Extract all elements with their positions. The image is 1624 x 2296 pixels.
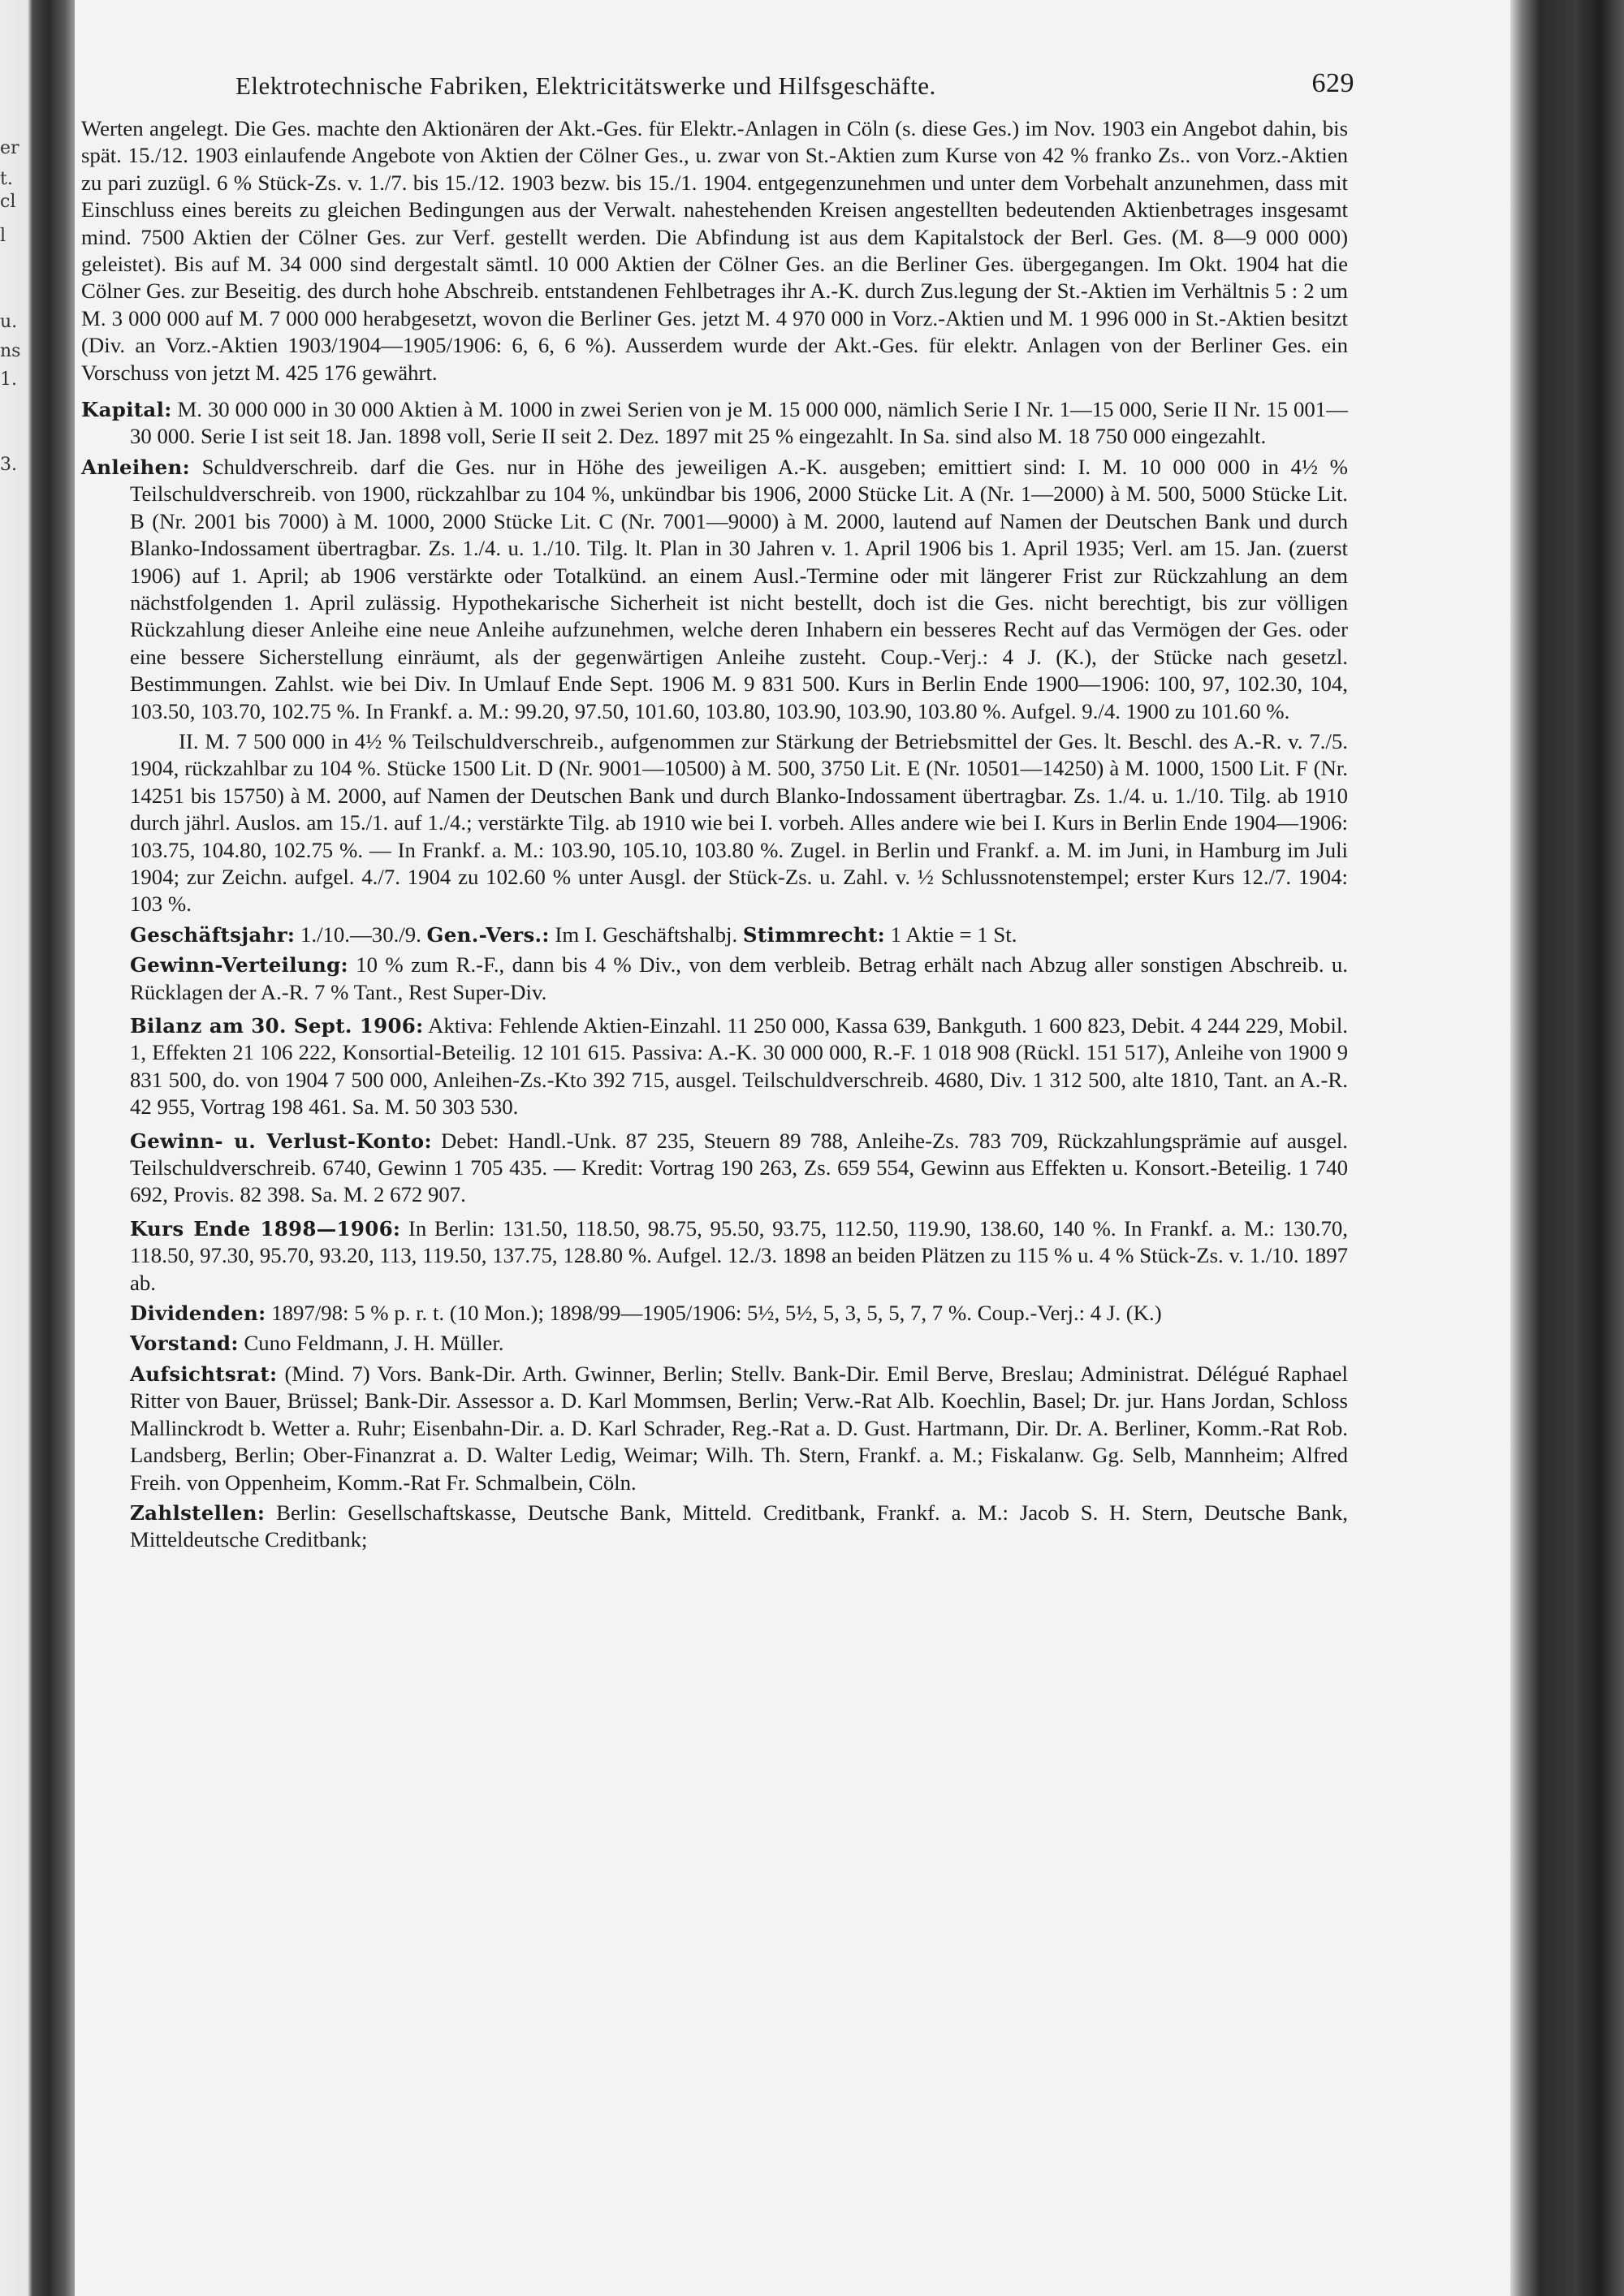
margin-fragment: u. <box>0 312 18 332</box>
paragraph-vorstand <box>81 1330 1348 1357</box>
paragraph-text: In Berlin: 131.50, 118.50, 98.75, 95.50, 93.75, 112.50, 119.90, 138.60, 140 %. In Frankf. a. M.: 130.70, 118.50, 97.30, 95.70, 93.20, 113, 119.50, 137.75, 128.80 %. Aufgel. 12./3. 1898 an beiden Plätzen zu 115 % u. 4 % Stück-Zs. v. 1./10. 1897 ab. <box>130 1215 1348 1295</box>
paragraph-gewinn-verteilung <box>81 952 1348 1006</box>
paragraph-text: II. M. 7 500 000 in 4½ % Teilschuldverschreib., aufgenommen zur Stärkung der Betriebsmittel der Ges. lt. Beschl. des A.-R. v. 7./5. 1904, rückzahlbar zu 104 %. Stücke 1500 Lit. D (Nr. 9001—10500) à M. 500, 3750 Lit. E (Nr. 10501—14250) à M. 1000, 1500 Lit. F (Nr. 14251 bis 15750) à M. 2000, auf Namen der Deutschen Bank und durch Blanko-Indossament übertragbar. Zs. 1./4. u. 1./10. Tilg. ab 1910 durch jährl. Auslos. am 15./1. auf 1./4.; verstärkte Tilg. ab 1910 wie bei I. vorbeh. Alles andere wie bei I. Kurs in Berlin Ende 1904—1906: 103.75, 104.80, 102.75 %. — In Frankf. a. M.: 103.90, 105.10, 103.80 %. Zugel. in Berlin und Frankf. a. M. im Juni, in Hamburg im Juli 1904; zur Zeichn. aufgel. 4./7. 1904 zu 102.60 % unter Ausgl. der Stück-Zs. u. Zahl. v. ½ Schlussnotenstempel; erster Kurs 12./7. 1904: 103 %. <box>130 728 1348 917</box>
margin-fragment: er <box>0 138 19 158</box>
paragraph-dividenden <box>81 1300 1348 1327</box>
paragraph-bilanz <box>81 1012 1348 1121</box>
paragraph-geschaeftsjahr <box>81 921 1348 948</box>
section-label: Anleihen: <box>81 455 190 479</box>
paragraph-kurs <box>81 1215 1348 1297</box>
section-label: Aufsichtsrat: <box>130 1362 278 1386</box>
section-label: Geschäftsjahr: <box>130 922 296 947</box>
paragraph-anleihen-2 <box>81 728 1348 918</box>
paragraph-anleihen <box>81 454 1348 725</box>
margin-fragment: t. <box>0 169 13 189</box>
paragraph-text: (Mind. 7) Vors. Bank-Dir. Arth. Gwinner, Berlin; Stellv. Bank-Dir. Emil Berve, Breslau; Administrat. Délégué Raphael Ritter von Bauer, Brüssel; Bank-Dir. Assessor a. D. Karl Mommsen, Berlin; Verw.-Rat Alb. Koechlin, Basel; Dr. jur. Hans Jordan, Schloss Mallinckrodt b. Wetter a. Ruhr; Eisenbahn-Dir. a. D. Karl Schrader, Reg.-Rat a. D. Gust. Hartmann, Dir. Dr. A. Berliner, Komm.-Rat Rob. Landsberg, Berlin; Ober-Finanzrat a. D. Walter Ledig, Weimar; Wilh. Th. Stern, Frankf. a. M.; Fiskalanw. Gg. Selb, Mannheim; Alfred Freih. von Oppenheim, Komm.-Rat Fr. Schmalbein, Cöln. <box>130 1361 1348 1495</box>
section-label: Dividenden: <box>130 1301 266 1326</box>
paragraph-text: 1./10.—30./9. <box>300 921 421 947</box>
margin-fragment: l <box>0 226 6 246</box>
section-label: Bilanz am 30. Sept. 1906: <box>130 1014 424 1038</box>
page-body <box>81 115 1348 1554</box>
paragraph-text: Cuno Feldmann, J. H. Müller. <box>244 1331 504 1356</box>
running-title: Elektrotechnische Fabriken, Elektricitätswerke und Hilfsgeschäfte. <box>235 71 936 100</box>
paragraph-aufsichtsrat <box>81 1361 1348 1496</box>
paragraph-text: 1897/98: 5 % p. r. t. (10 Mon.); 1898/99—1905/1906: 5½, 5½, 5, 3, 5, 5, 7, 7 %. Coup.-Verj.: 4 J. (K.) <box>271 1301 1162 1326</box>
section-label: Zahlstellen: <box>130 1500 266 1525</box>
section-label: Kurs Ende 1898—1906: <box>130 1216 401 1241</box>
paragraph-text: Berlin: Gesellschaftskasse, Deutsche Bank, Mitteld. Creditbank, Frankf. a. M.: Jacob S. H. Stern, Deutsche Bank, Mitteldeutsche Creditbank; <box>130 1500 1348 1552</box>
paragraph-text: Aktiva: Fehlende Aktien-Einzahl. 11 250 000, Kassa 639, Bankguth. 1 600 823, Debit. 4 244 229, Mobil. 1, Effekten 21 106 222, Konsortial-Beteilig. 12 101 615. Passiva: A.-K. 30 000 000, R.-F. 1 018 908 (Rückl. 151 517), Anleihe von 1900 9 831 500, do. von 1904 7 500 000, Anleihen-Zs.-Kto 392 715, ausgel. Teilschuldverschreib. 4680, Div. 1 312 500, alte 1810, Tant. an A.-R. 42 955, Vortrag 198 461. Sa. M. 50 303 530. <box>130 1013 1348 1120</box>
paragraph-text: Debet: Handl.-Unk. 87 235, Steuern 89 788, Anleihe-Zs. 783 709, Rückzahlungsprämie auf ausgel. Teilschuldverschreib. 6740, Gewinn 1 705 435. — Kredit: Vortrag 190 263, Zs. 659 554, Gewinn aus Effekten u. Konsort.-Beteilig. 1 740 692, Provis. 82 398. Sa. M. 2 672 907. <box>130 1128 1348 1207</box>
paragraph-text: Werten angelegt. Die Ges. machte den Aktionären der Akt.-Ges. für Elektr.-Anlagen in Cöln (s. diese Ges.) im Nov. 1903 ein Angebot dahin, bis spät. 15./12. 1903 einlaufende Angebote von Aktien der Cölner Ges., u. zwar von St.-Aktien zum Kurse von 42 % franko Zs.. von Vorz.-Aktien zu pari zuzügl. 6 % Stück-Zs. v. 1./7. bis 15./12. 1903 bezw. bis 15./1. 1904. entgegenzunehmen und unter dem Vorbehalt anzunehmen, dass mit Einschluss eines bereits zu gleichen Bedingungen aus der Verwalt. nahestehenden Kreisen angestellten bedeutenden Aktienbetrages insgesamt mind. 7500 Aktien der Cölner Ges. zur Verf. gestellt werden. Die Abfindung ist aus dem Kapitalstock der Berl. Ges. (M. 8—9 000 000) geleistet). Bis auf M. 34 000 sind dergestalt sämtl. 10 000 Aktien der Cölner Ges. an die Berliner Ges. übergegangen. Im Okt. 1904 hat die Cölner Ges. zur Beseitig. des durch hohe Abschreib. entstandenen Fehlbetrages ihr A.-K. durch Zus.legung der St.-Aktien im Verhältnis 5 : 2 um M. 3 000 000 auf M. 7 000 000 herabgesetzt, wovon die Berliner Ges. jetzt M. 4 970 000 in Vorz.-Aktien und M. 1 996 000 in St.-Aktien besitzt (Div. an Vorz.-Aktien 1903/1904—1905/1906: 6, 6, 6 %). Ausserdem wurde der Akt.-Ges. für elektr. Anlagen von der Berliner Ges. ein Vorschuss von jetzt M. 425 176 gewährt. <box>81 116 1348 385</box>
page-number: 629 <box>1311 68 1354 98</box>
section-label: Gen.-Vers.: <box>426 922 550 947</box>
paragraph-text: Schuldverschreib. darf die Ges. nur in Höhe des jeweiligen A.-K. ausgeben; emittiert sind: I. M. 10 000 000 in 4½ % Teilschuldverschreib. von 1900, rückzahlbar zu 104 %, unkündbar bis 1906, 2000 Stücke Lit. A (Nr. 1—2000) à M. 500, 5000 Stücke Lit. B (Nr. 2001 bis 7000) à M. 1000, 2000 Stücke Lit. C (Nr. 7001—9000) à M. 2000, lautend auf Namen der Deutschen Bank und durch Blanko-Indossament übertragbar. Zs. 1./4. u. 1./10. Tilg. lt. Plan in 30 Jahren v. 1. April 1906 bis 1. April 1935; Verl. am 15. Jan. (zuerst 1906) auf 1. April; ab 1906 verstärkte oder Totalkünd. an einem Ausl.-Termine oder mit längerer Frist zur Rückzahlung an dem nächstfolgenden 1. April zulässig. Hypothekarische Sicherheit ist nicht bestellt, doch ist die Ges. nicht berechtigt, bis zur völligen Rückzahlung dieser Anleihe eine neue Anleihe aufzunehmen, welche deren Inhabern ein besseres Recht auf das Vermögen der Ges. oder eine bessere Sicherstellung einräumt, als der gegenwärtigen Anleihe zusteht. Coup.-Verj.: 4 J. (K.), der Stücke nach gesetzl. Bestimmungen. Zahlst. wie bei Div. In Umlauf Ende Sept. 1906 M. 9 831 500. Kurs in Berlin Ende 1900—1906: 100, 97, 102.30, 104, 103.50, 103.70, 102.75 %. In Frankf. a. M.: 99.20, 97.50, 101.60, 103.80, 103.90, 103.90, 103.80 %. Aufgel. 9./4. 1900 zu 101.60 %. <box>130 454 1349 723</box>
section-label: Kapital: <box>81 398 172 422</box>
paragraph-kapital <box>81 396 1348 451</box>
paragraph-gewinn-verlust <box>81 1128 1348 1209</box>
paragraph-text: 1 Aktie = 1 St. <box>890 921 1017 947</box>
margin-fragment: cl <box>0 192 16 212</box>
scan-binding-edge-right <box>1510 0 1624 2296</box>
paragraph-text: 10 % zum R.-F., dann bis 4 % Div., von dem verbleib. Betrag erhält nach Abzug aller sonstigen Abschreib. u. Rücklagen der A.-R. 7 % Tant., Rest Super-Div. <box>130 952 1348 1004</box>
paragraph-zahlstellen <box>81 1500 1348 1554</box>
paragraph-intro <box>81 115 1348 386</box>
paragraph-text: Im I. Geschäftshalbj. <box>555 921 738 947</box>
paragraph-text: M. 30 000 000 in 30 000 Aktien à M. 1000 in zwei Serien von je M. 15 000 000, nämlich Serie I Nr. 1—15 000, Serie II Nr. 15 001—30 000. Serie I ist seit 18. Jan. 1898 voll, Serie II seit 2. Dez. 1897 mit 25 % eingezahlt. In Sa. sind also M. 18 750 000 eingezahlt. <box>130 397 1349 449</box>
document-page <box>81 57 1354 2281</box>
section-label: Gewinn- u. Verlust-Konto: <box>130 1129 432 1153</box>
margin-fragment: 3. <box>0 455 17 475</box>
margin-fragment: ns <box>0 341 21 361</box>
section-label: Vorstand: <box>130 1331 239 1356</box>
page-header <box>81 57 1354 106</box>
section-label: Gewinn-Verteilung: <box>130 953 348 978</box>
margin-fragment: 1. <box>0 369 17 390</box>
section-label: Stimmrecht: <box>742 922 885 947</box>
